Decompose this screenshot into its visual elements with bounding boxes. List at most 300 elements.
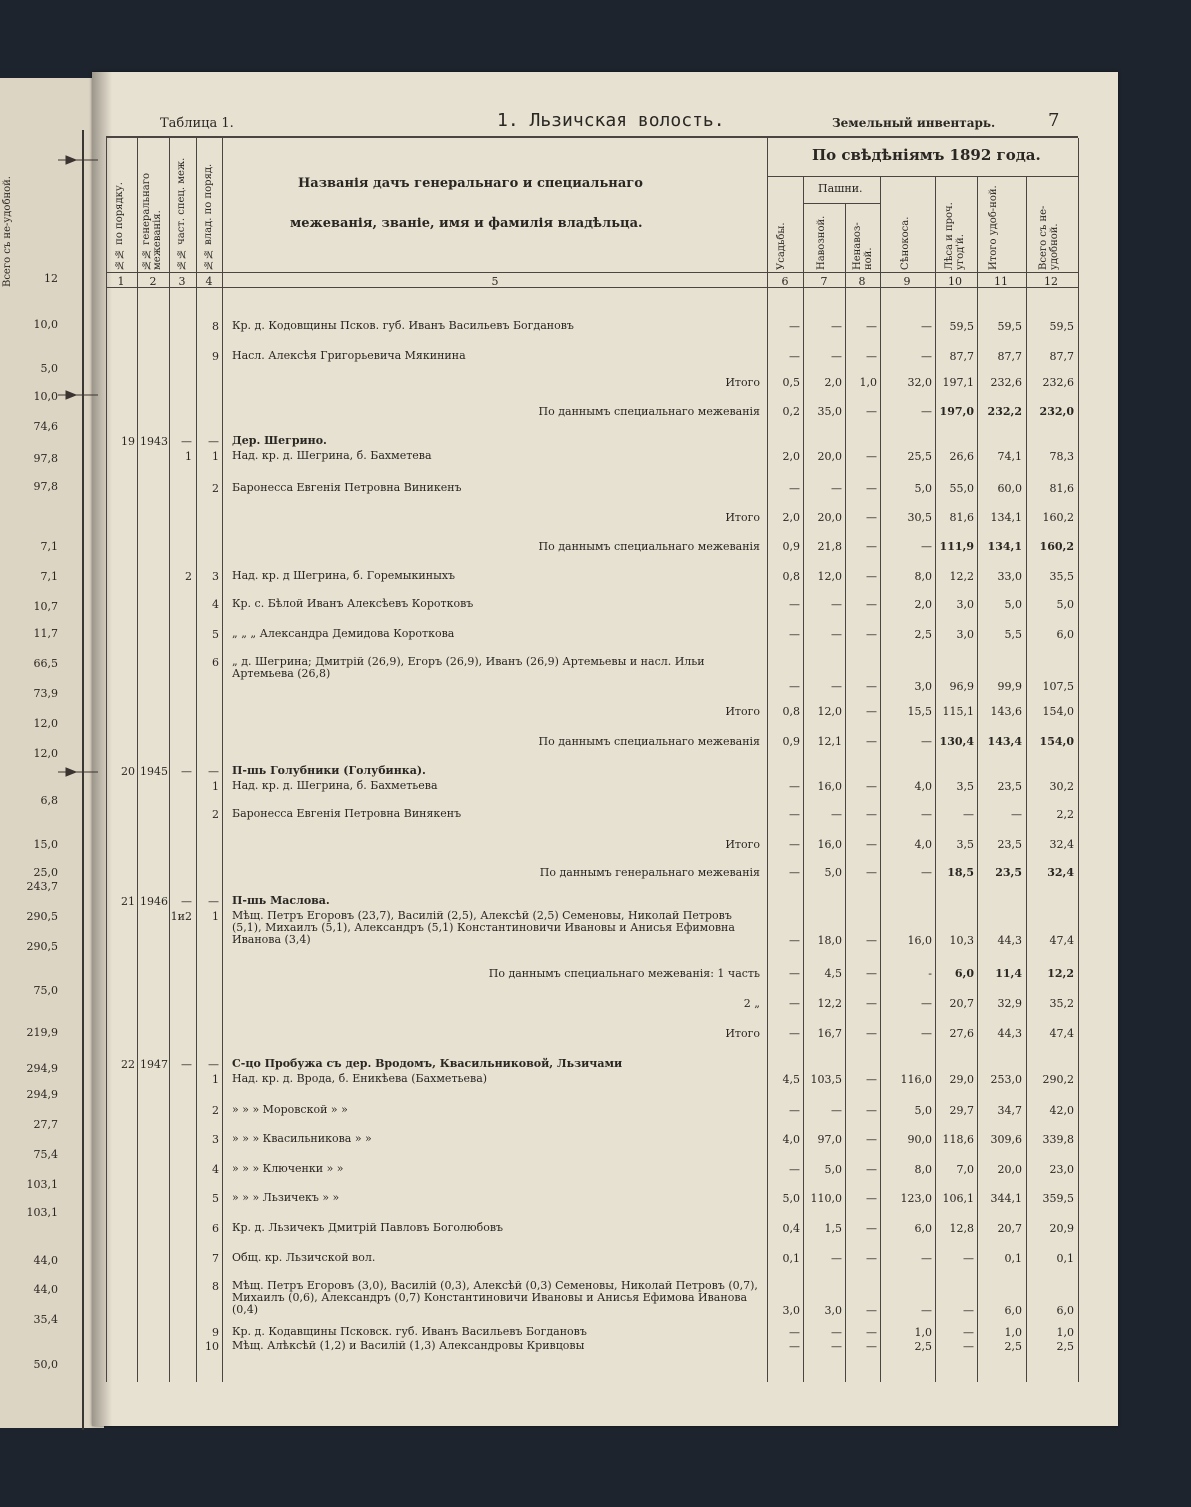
row-value: — — [866, 320, 877, 333]
row-name: Кр. с. Бѣлой Иванъ Алексѣевъ Коротковъ — [232, 597, 474, 610]
row-value: 12,0 — [817, 705, 842, 718]
row-value: 23,5 — [997, 780, 1022, 793]
row-value: - — [928, 967, 932, 980]
row-owner-number: 6 — [212, 1222, 219, 1235]
row-name: Мѣщ. Петръ Егоровъ (3,0), Василій (0,3), Алексѣй (0,3) Семеновы, Николай Петровъ (0,7), Михаилъ (0,6), Александръ (0,7) Константиновичи Ивановы и Анисья Ефимова Иванова (0,4) — [232, 1279, 758, 1316]
pashni-rule — [804, 203, 880, 204]
col-rule — [137, 138, 138, 1382]
row-value: 32,4 — [1047, 866, 1074, 879]
row-value: 2,5 — [914, 1340, 932, 1353]
row-value: 0,9 — [782, 735, 800, 748]
column-number: 11 — [994, 275, 1008, 288]
row-value: — — [789, 1326, 800, 1339]
column-number: 2 — [149, 275, 157, 288]
row-general-survey-number: 1947 — [140, 1058, 168, 1071]
col-rule — [1078, 138, 1079, 1382]
row-value: 12,2 — [949, 570, 974, 583]
row-name: Общ. кр. Льзичской вол. — [232, 1251, 376, 1264]
column-number: 4 — [205, 275, 213, 288]
row-owner-number: 1 — [212, 780, 219, 793]
row-value: 2,0 — [824, 376, 842, 389]
row-value: — — [866, 1252, 877, 1265]
row-owner-number: 2 — [212, 808, 219, 821]
row-value: — — [789, 482, 800, 495]
row-value: 2,0 — [782, 511, 800, 524]
col-rule — [977, 176, 978, 1382]
row-subtotal-label: Итого — [725, 838, 760, 851]
row-value: — — [1011, 808, 1022, 821]
row-value: 5,0 — [914, 482, 932, 495]
column-number: 6 — [781, 275, 789, 288]
row-value: — — [866, 1340, 877, 1353]
left-page-value: 243,7 — [26, 880, 58, 893]
row-value: — — [866, 1192, 877, 1205]
row-value: — — [831, 1252, 842, 1265]
row-value: 0,1 — [1056, 1252, 1074, 1265]
row-value: 26,6 — [949, 450, 974, 463]
column-number: 5 — [491, 275, 499, 288]
row-subtotal-label: 2 „ — [743, 997, 760, 1010]
row-value: 115,1 — [942, 705, 974, 718]
row-value: — — [866, 1304, 877, 1317]
row-owner-number: — — [208, 765, 219, 778]
row-value: — — [921, 350, 932, 363]
row-value: 6,0 — [954, 967, 974, 980]
row-value: 12,8 — [949, 1222, 974, 1235]
row-value: 154,0 — [1039, 735, 1074, 748]
left-page-value: 10,0 — [33, 390, 58, 403]
row-value: 2,0 — [914, 598, 932, 611]
left-page-value: 103,1 — [26, 1206, 58, 1219]
row-owner-number: 2 — [212, 482, 219, 495]
row-value: 3,0 — [782, 1304, 800, 1317]
row-owner-number: 4 — [212, 598, 219, 611]
row-name: Над. кр. д. Шегрина, б. Бахметьева — [232, 779, 438, 792]
row-value: 34,7 — [997, 1104, 1022, 1117]
row-value: 118,6 — [942, 1133, 974, 1146]
row-owner-number: 1 — [212, 910, 219, 923]
row-value: — — [789, 780, 800, 793]
row-value: — — [921, 1304, 932, 1317]
row-value: 20,0 — [817, 450, 842, 463]
left-page-value: 66,5 — [33, 657, 58, 670]
row-value: — — [921, 866, 932, 879]
row-order-number: 21 — [121, 895, 135, 908]
row-value: 1,0 — [914, 1326, 932, 1339]
left-facing-page — [0, 78, 104, 1428]
row-value: 35,5 — [1049, 570, 1074, 583]
row-owner-number: 3 — [212, 570, 219, 583]
row-name: » » » Ключенки » » — [232, 1162, 344, 1175]
row-value: 32,9 — [997, 997, 1022, 1010]
row-value: 18,0 — [817, 934, 842, 947]
left-page-value: 74,6 — [33, 420, 58, 433]
row-value: 134,1 — [990, 511, 1022, 524]
row-value: 8,0 — [914, 1163, 932, 1176]
row-value: 87,7 — [949, 350, 974, 363]
row-value: 339,8 — [1042, 1133, 1074, 1146]
page-subtitle: Земельный инвентарь. — [832, 116, 996, 130]
row-value: 44,3 — [997, 1027, 1022, 1040]
row-value: — — [921, 1027, 932, 1040]
row-special-survey-number: 1 — [185, 450, 192, 463]
left-page-value: 97,8 — [33, 480, 58, 493]
page-number: 7 — [1048, 110, 1060, 131]
row-value: 107,5 — [1042, 680, 1074, 693]
left-page-value: 15,0 — [33, 838, 58, 851]
row-value: — — [963, 1304, 974, 1317]
page-title: 1. Льзичская волость. — [497, 110, 725, 131]
row-value: 103,5 — [810, 1073, 842, 1086]
row-value: 16,0 — [817, 838, 842, 851]
row-subtotal-label: Итого — [725, 1027, 760, 1040]
row-value: 12,1 — [817, 735, 842, 748]
row-value: 16,0 — [817, 780, 842, 793]
row-value: 232,0 — [1039, 405, 1074, 418]
column-number: 1 — [117, 275, 125, 288]
row-value: 6,0 — [1056, 1304, 1074, 1317]
row-value: 25,5 — [907, 450, 932, 463]
row-value: — — [831, 1340, 842, 1353]
row-value: 20,7 — [949, 997, 974, 1010]
colnum-bottom-rule — [106, 287, 1078, 288]
row-value: — — [866, 997, 877, 1010]
row-owner-number: 8 — [212, 320, 219, 333]
binding-stitch — [58, 155, 98, 165]
row-value: 96,9 — [949, 680, 974, 693]
row-name: Кр. д. Льзичекъ Дмитрій Павловъ Боголюбовъ — [232, 1221, 504, 1234]
row-value: — — [831, 350, 842, 363]
row-value: 59,5 — [997, 320, 1022, 333]
header-col-3: №№ част. спец. меж. — [176, 157, 187, 270]
header-col-1: №№ по порядку. — [114, 182, 125, 270]
left-page-value: 50,0 — [33, 1358, 58, 1371]
row-value: 0,5 — [782, 376, 800, 389]
row-value: — — [789, 628, 800, 641]
row-value: 59,5 — [1049, 320, 1074, 333]
row-name: Мѣщ. Алѣксѣй (1,2) и Василій (1,3) Александровы Кривцовы — [232, 1339, 585, 1352]
row-value: 359,5 — [1042, 1192, 1074, 1205]
row-value: — — [789, 997, 800, 1010]
row-value: 23,0 — [1049, 1163, 1074, 1176]
row-value: — — [866, 934, 877, 947]
row-value: — — [831, 598, 842, 611]
row-value: — — [789, 866, 800, 879]
left-page-value: 35,4 — [33, 1313, 58, 1326]
left-page-value: 219,9 — [26, 1026, 58, 1039]
row-value: 154,0 — [1042, 705, 1074, 718]
row-value: 6,0 — [914, 1222, 932, 1235]
row-value: 35,2 — [1049, 997, 1074, 1010]
row-name: „ д. Шегрина; Дмитрій (26,9), Егоръ (26,9), Иванъ (26,9) Артемьевы и насл. Ильи Артемьева (26,8) — [232, 655, 705, 680]
row-value: 18,5 — [947, 866, 974, 879]
left-page-edge — [82, 130, 84, 1430]
row-value: 12,0 — [817, 570, 842, 583]
row-value: — — [789, 1027, 800, 1040]
row-value: — — [866, 628, 877, 641]
row-value: 110,0 — [810, 1192, 842, 1205]
row-subtotal-label: Итого — [725, 705, 760, 718]
row-value: 23,5 — [995, 866, 1022, 879]
row-value: 59,5 — [949, 320, 974, 333]
row-value: 0,1 — [782, 1252, 800, 1265]
row-value: 16,7 — [817, 1027, 842, 1040]
left-page-value: 11,7 — [33, 627, 58, 640]
header-col-10: Лѣса и проч. угод'й. — [944, 202, 966, 270]
row-value: 35,0 — [817, 405, 842, 418]
row-value: 0,9 — [782, 540, 800, 553]
row-value: — — [789, 934, 800, 947]
left-page-value: 10,0 — [33, 318, 58, 331]
row-general-survey-number: 1943 — [140, 435, 168, 448]
header-col-4: №№ влад. по поряд. — [203, 163, 214, 270]
row-subtotal-label: Итого — [725, 511, 760, 524]
row-value: 20,0 — [997, 1163, 1022, 1176]
table-top-rule — [106, 136, 1078, 138]
row-value: 20,0 — [817, 511, 842, 524]
left-page-value: 10,7 — [33, 600, 58, 613]
left-page-value: 290,5 — [26, 940, 58, 953]
header-col-2: №№ генеральнаго межеванія. — [141, 173, 163, 270]
row-name: Насл. Алексѣя Григорьевича Мякинина — [232, 349, 466, 362]
binding-stitch — [58, 390, 98, 400]
row-value: 10,3 — [949, 934, 974, 947]
row-value: 15,5 — [907, 705, 932, 718]
row-value: — — [866, 598, 877, 611]
row-value: — — [866, 838, 877, 851]
row-owner-number: 4 — [212, 1163, 219, 1176]
row-owner-number: 3 — [212, 1133, 219, 1146]
row-value: 5,0 — [1004, 598, 1022, 611]
row-value: 6,0 — [1056, 628, 1074, 641]
column-number: 7 — [820, 275, 828, 288]
row-value: — — [963, 1340, 974, 1353]
column-number: 10 — [948, 275, 962, 288]
row-value: 7,0 — [956, 1163, 974, 1176]
row-value: 5,0 — [782, 1192, 800, 1205]
row-value: 5,0 — [824, 866, 842, 879]
row-value: 3,5 — [956, 780, 974, 793]
left-page-value: 290,5 — [26, 910, 58, 923]
left-page-value: 97,8 — [33, 452, 58, 465]
row-value: 47,4 — [1049, 934, 1074, 947]
row-name: Кр. д. Кодавщины Псковск. губ. Иванъ Васильевъ Богдановъ — [232, 1325, 587, 1338]
left-page-column-header: Всего съ не-удобной. — [2, 176, 13, 288]
table-label: Таблица 1. — [160, 116, 234, 131]
row-owner-number: — — [208, 895, 219, 908]
row-value: — — [866, 735, 877, 748]
row-subtotal-label: По даннымъ специальнаго межеванія — [538, 735, 760, 748]
row-value: 1,0 — [1056, 1326, 1074, 1339]
left-page-value: 44,0 — [33, 1283, 58, 1296]
row-value: 44,3 — [997, 934, 1022, 947]
row-owner-number: 2 — [212, 1104, 219, 1117]
row-value: 4,0 — [914, 838, 932, 851]
row-value: 130,4 — [939, 735, 974, 748]
row-value: 30,5 — [907, 511, 932, 524]
row-value: 253,0 — [990, 1073, 1022, 1086]
row-subtotal-label: По даннымъ специальнаго межеванія — [538, 540, 760, 553]
row-value: — — [963, 1252, 974, 1265]
row-value: — — [831, 320, 842, 333]
row-value: — — [831, 1326, 842, 1339]
row-value: 3,0 — [956, 628, 974, 641]
names-heading-line-1: Названія дачъ генеральнаго и специальнаго — [298, 176, 643, 191]
column-number: 9 — [903, 275, 911, 288]
row-value: — — [921, 540, 932, 553]
row-value: 87,7 — [1049, 350, 1074, 363]
row-value: 47,4 — [1049, 1027, 1074, 1040]
row-value: 4,5 — [824, 967, 842, 980]
row-value: — — [866, 570, 877, 583]
row-value: — — [921, 405, 932, 418]
row-value: 20,7 — [997, 1222, 1022, 1235]
left-page-value: 75,4 — [33, 1148, 58, 1161]
left-page-value: 6,8 — [40, 794, 58, 807]
row-owner-number: 9 — [212, 350, 219, 363]
col-rule — [880, 176, 881, 1382]
row-value: 32,4 — [1049, 838, 1074, 851]
row-special-survey-number: — — [181, 765, 192, 778]
header-col-7: Навозной. — [816, 215, 827, 270]
row-value: 81,6 — [1049, 482, 1074, 495]
row-value: 290,2 — [1042, 1073, 1074, 1086]
left-page-value: 75,0 — [33, 984, 58, 997]
row-value: 90,0 — [907, 1133, 932, 1146]
row-value: 32,0 — [907, 376, 932, 389]
left-page-value: 7,1 — [40, 570, 58, 583]
row-name: П-шь Голубники (Голубинка). — [232, 764, 426, 777]
row-value: 4,5 — [782, 1073, 800, 1086]
row-value: 20,9 — [1049, 1222, 1074, 1235]
row-value: 0,4 — [782, 1222, 800, 1235]
left-page-value: 25,0 — [33, 866, 58, 879]
row-value: — — [831, 680, 842, 693]
row-value: 111,9 — [939, 540, 974, 553]
row-value: 16,0 — [907, 934, 932, 947]
header-col-8: Ненавоз-ной. — [852, 222, 874, 270]
row-value: — — [963, 808, 974, 821]
row-name: С-цо Пробужа съ дер. Вродомъ, Квасильниковой, Льзичами — [232, 1057, 623, 1070]
row-subtotal-label: Итого — [725, 376, 760, 389]
row-value: 33,0 — [997, 570, 1022, 583]
row-value: — — [866, 1133, 877, 1146]
row-value: 12,2 — [1047, 967, 1074, 980]
row-value: 11,4 — [995, 967, 1022, 980]
row-value: — — [831, 482, 842, 495]
row-value: 3,0 — [824, 1304, 842, 1317]
row-special-survey-number: — — [181, 435, 192, 448]
row-value: — — [789, 838, 800, 851]
row-value: — — [866, 1104, 877, 1117]
row-value: — — [866, 511, 877, 524]
row-value: 74,1 — [997, 450, 1022, 463]
row-value: 5,0 — [914, 1104, 932, 1117]
row-value: 134,1 — [987, 540, 1022, 553]
row-value: 23,5 — [997, 838, 1022, 851]
row-value: 5,0 — [824, 1163, 842, 1176]
row-value: 2,0 — [782, 450, 800, 463]
row-value: — — [866, 350, 877, 363]
row-name: П-шь Маслова. — [232, 894, 330, 907]
row-value: 0,8 — [782, 570, 800, 583]
row-name: Над. кр. д Шегрина, б. Горемыкиныхъ — [232, 569, 456, 582]
left-page-value: 294,9 — [26, 1062, 58, 1075]
col-rule — [1026, 176, 1027, 1382]
row-value: — — [866, 1222, 877, 1235]
row-value: 87,7 — [997, 350, 1022, 363]
row-value: — — [789, 350, 800, 363]
row-name: » » » Льзичекъ » » — [232, 1191, 340, 1204]
row-owner-number: 8 — [212, 1280, 219, 1293]
row-value: — — [789, 1340, 800, 1353]
row-value: 30,2 — [1049, 780, 1074, 793]
row-name: „ „ „ Александра Демидова Короткова — [232, 627, 455, 640]
column-number: 12 — [1044, 275, 1058, 288]
row-value: 60,0 — [997, 482, 1022, 495]
row-value: 106,1 — [942, 1192, 974, 1205]
row-subtotal-label: По даннымъ специальнаго межеванія: 1 часть — [488, 967, 760, 980]
row-value: — — [921, 1252, 932, 1265]
row-value: — — [866, 680, 877, 693]
row-value: — — [866, 482, 877, 495]
row-value: 42,0 — [1049, 1104, 1074, 1117]
left-page-value: 12,0 — [33, 717, 58, 730]
left-page-value: 103,1 — [26, 1178, 58, 1191]
row-value: 116,0 — [900, 1073, 932, 1086]
row-value: 21,8 — [817, 540, 842, 553]
col-rule — [222, 138, 223, 1382]
row-owner-number: — — [208, 435, 219, 448]
row-value: — — [866, 450, 877, 463]
row-value: — — [789, 1163, 800, 1176]
row-value: — — [866, 967, 877, 980]
row-value: 29,0 — [949, 1073, 974, 1086]
header-col-11: Итого удоб-ной. — [988, 185, 999, 270]
row-value: 81,6 — [949, 511, 974, 524]
row-value: — — [789, 967, 800, 980]
row-value: — — [921, 808, 932, 821]
row-general-survey-number: 1945 — [140, 765, 168, 778]
row-value: — — [921, 320, 932, 333]
header-pashni: Пашни. — [818, 182, 863, 195]
row-owner-number: 9 — [212, 1326, 219, 1339]
row-owner-number: 7 — [212, 1252, 219, 1265]
row-value: 0,8 — [782, 705, 800, 718]
row-value: — — [866, 1163, 877, 1176]
row-value: — — [866, 1073, 877, 1086]
row-value: — — [866, 405, 877, 418]
row-value: 8,0 — [914, 570, 932, 583]
row-name: Баронесса Евгенія Петровна Виникенъ — [232, 481, 462, 494]
row-value: 143,4 — [987, 735, 1022, 748]
binding-stitch — [58, 767, 98, 777]
left-page-value: 44,0 — [33, 1254, 58, 1267]
row-value: — — [831, 1104, 842, 1117]
row-subtotal-label: По даннымъ специальнаго межеванія — [538, 405, 760, 418]
col-rule — [169, 138, 170, 1382]
header-col-12: Всего съ не-удобной. — [1038, 205, 1060, 270]
row-value: 5,0 — [1056, 598, 1074, 611]
row-value: — — [866, 780, 877, 793]
row-special-survey-number: — — [181, 1058, 192, 1071]
left-page-value: 73,9 — [33, 687, 58, 700]
row-value: 1,0 — [1004, 1326, 1022, 1339]
row-value: — — [789, 320, 800, 333]
row-general-survey-number: 1946 — [140, 895, 168, 908]
row-value: 4,0 — [914, 780, 932, 793]
header-col-6: Усадьбы. — [776, 222, 787, 270]
